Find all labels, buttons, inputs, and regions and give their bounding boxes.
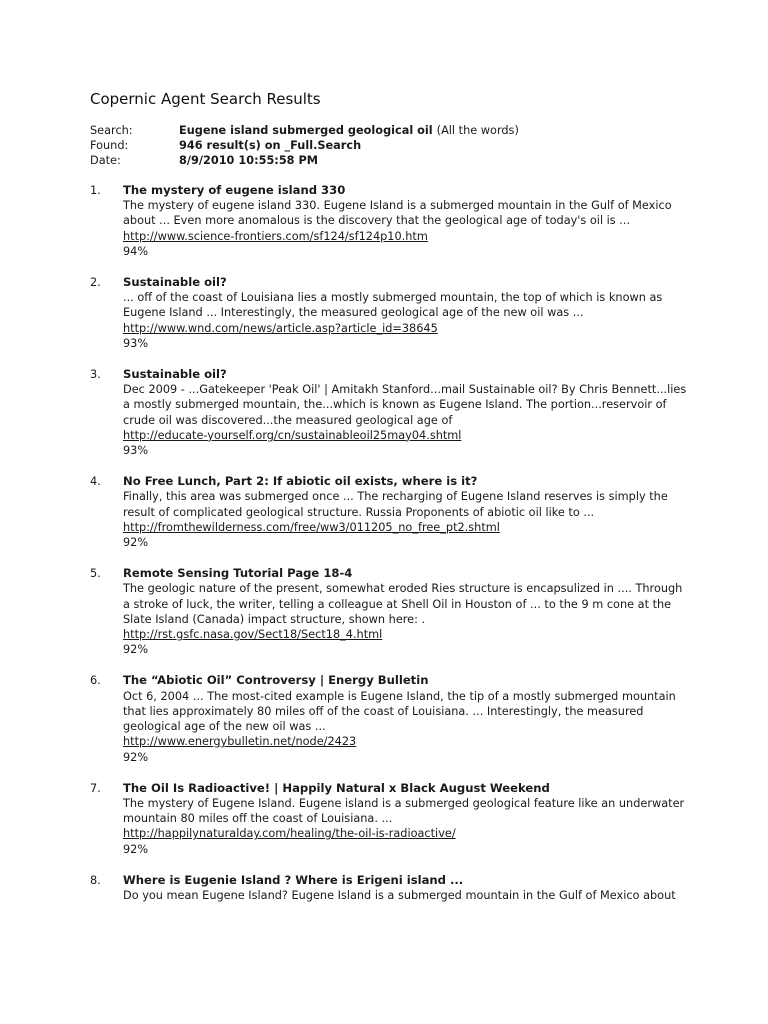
result-link[interactable]: http://fromthewilderness.com/free/ww3/011205_no_free_pt2.shtml bbox=[123, 520, 500, 534]
result-score: 92% bbox=[123, 750, 149, 764]
date-value: 8/9/2010 10:55:58 PM bbox=[179, 154, 318, 167]
result-number: 6. bbox=[90, 674, 101, 688]
result-title: Sustainable oil? bbox=[123, 367, 227, 382]
result-number: 3. bbox=[90, 368, 101, 382]
result-link[interactable]: http://www.wnd.com/news/article.asp?article_id=38645 bbox=[123, 321, 438, 335]
search-summary bbox=[90, 123, 519, 168]
result-link[interactable]: http://www.energybulletin.net/node/2423 bbox=[123, 735, 357, 749]
search-mode: (All the words) bbox=[436, 124, 519, 137]
result-item bbox=[90, 474, 690, 550]
result-number: 5. bbox=[90, 567, 101, 581]
result-snippet: Dec 2009 - ...Gatekeeper 'Peak Oil' | Amitakh Stanford...mail Sustainable oil? By Chris Bennett...lies a mostly submerged mountain, the...which is known as Eugene Island. The portion...reservoir of crude oil was discovered...the measured geological age of bbox=[123, 383, 687, 427]
result-number: 1. bbox=[90, 184, 101, 197]
result-item bbox=[90, 367, 690, 458]
result-item bbox=[90, 781, 690, 857]
page-title: Copernic Agent Search Results bbox=[90, 90, 321, 108]
results-list bbox=[90, 183, 690, 919]
result-item bbox=[90, 275, 690, 351]
result-item bbox=[90, 183, 690, 259]
result-title: The “Abiotic Oil” Controversy | Energy Bulletin bbox=[123, 673, 429, 688]
result-number: 4. bbox=[90, 475, 101, 489]
result-score: 94% bbox=[123, 244, 149, 258]
result-title: Sustainable oil? bbox=[123, 275, 227, 290]
result-number: 2. bbox=[90, 276, 101, 290]
result-link[interactable]: http://happilynaturalday.com/healing/the-oil-is-radioactive/ bbox=[123, 827, 456, 841]
search-row bbox=[90, 123, 519, 138]
result-title: The mystery of eugene island 330 bbox=[123, 183, 346, 197]
date-label: Date: bbox=[90, 154, 121, 167]
result-item bbox=[90, 873, 690, 903]
search-query: Eugene island submerged geological oil bbox=[179, 124, 433, 137]
result-score: 92% bbox=[123, 842, 149, 856]
result-score: 92% bbox=[123, 536, 149, 550]
result-link[interactable]: http://educate-yourself.org/cn/sustainableoil25may04.shtml bbox=[123, 428, 462, 442]
result-item bbox=[90, 673, 690, 764]
found-label: Found: bbox=[90, 139, 129, 152]
result-item bbox=[90, 566, 690, 657]
result-score: 92% bbox=[123, 643, 149, 657]
result-title: Where is Eugenie Island ? Where is Erigeni island ... bbox=[123, 872, 464, 887]
result-snippet: Oct 6, 2004 ... The most-cited example is Eugene Island, the tip of a mostly submerged mountain that lies approximately 80 miles off of the coast of Louisiana. ... Interestingly, the measured geological age of the new oil was ... bbox=[123, 689, 676, 734]
result-link[interactable]: http://rst.gsfc.nasa.gov/Sect18/Sect18_4.html bbox=[123, 628, 383, 642]
result-title: No Free Lunch, Part 2: If abiotic oil exists, where is it? bbox=[123, 474, 478, 489]
result-title: The Oil Is Radioactive! | Happily Natural x Black August Weekend bbox=[123, 780, 550, 795]
result-snippet: Finally, this area was submerged once ... The recharging of Eugene Island reserves is simply the result of complicated geological structure. Russia Proponents of abiotic oil like to ... bbox=[123, 490, 668, 519]
result-snippet: The mystery of Eugene Island. Eugene island is a submerged geological feature like an underwater mountain 80 miles off the coast of Louisiana. ... bbox=[123, 796, 685, 826]
result-snippet: The geologic nature of the present, somewhat eroded Ries structure is encapsulized in .... Through a stroke of luck, the writer, telling a colleague at Shell Oil in Houston of ... to the 9 m cone at the Slate Island (Canada) impact structure, shown here: . bbox=[123, 582, 683, 626]
result-link[interactable]: http://www.science-frontiers.com/sf124/sf124p10.htm bbox=[123, 229, 428, 243]
result-snippet: ... off of the coast of Louisiana lies a mostly submerged mountain, the top of which is known as Eugene Island ... Interestingly, the measured geological age of the new oil was ... bbox=[123, 291, 663, 320]
found-count: 946 result(s) on _Full.Search bbox=[179, 139, 362, 152]
result-number: 7. bbox=[90, 781, 101, 795]
found-row bbox=[90, 138, 519, 153]
result-snippet: Do you mean Eugene Island? Eugene Island is a submerged mountain in the Gulf of Mexico about bbox=[123, 888, 676, 902]
result-snippet: The mystery of eugene island 330. Eugene Island is a submerged mountain in the Gulf of Mexico about ... Even more anomalous is the discovery that the geological age of today's oil is ... bbox=[123, 199, 672, 228]
result-score: 93% bbox=[123, 444, 149, 458]
result-title: Remote Sensing Tutorial Page 18-4 bbox=[123, 566, 353, 581]
date-row bbox=[90, 153, 519, 168]
result-score: 93% bbox=[123, 336, 149, 350]
search-label: Search: bbox=[90, 124, 133, 137]
result-number: 8. bbox=[90, 873, 101, 887]
